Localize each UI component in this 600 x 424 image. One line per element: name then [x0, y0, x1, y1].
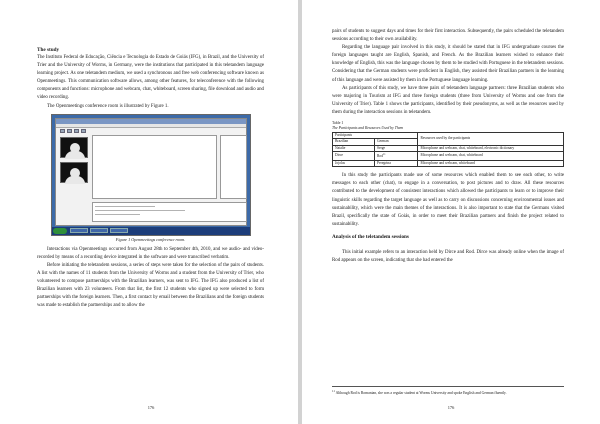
openmeetings-screenshot-image	[51, 114, 251, 236]
paragraph: Interactions via Openmeetings occurred from August 28th to September 4th, 2010, and we audio- and video-recorded by means of a recording device integrated in the software and were transcribed verbatim.	[37, 246, 264, 260]
chat-panel	[92, 202, 247, 222]
taskbar-item	[110, 228, 128, 233]
figure-openmeetings-screenshot	[51, 114, 251, 236]
toolbar-icon	[74, 129, 79, 133]
participants-table-block	[332, 121, 564, 167]
toolbar-icon	[81, 129, 86, 133]
table-cell: Dirce	[333, 152, 375, 161]
whiteboard-area	[92, 135, 217, 199]
footnote-mark: 11	[332, 389, 335, 393]
start-button	[53, 228, 67, 234]
table-cell: Jojolas	[333, 160, 375, 166]
page-number: 176	[447, 405, 455, 410]
taskbar-item	[90, 228, 108, 233]
table-header-cell: Brazilian	[333, 139, 375, 145]
footnote	[332, 386, 564, 396]
paragraph: As participants of this study, we have three pairs of teletandem language partners: three Brazilian students who were majoring in Tourism at IFG and three foreign students (three from University of Worms and one from the University of Trier). Table 1 shows the participants, identified by their pseudonyms, as well as the resources used by them during the interaction sessions in teletandem.	[332, 85, 564, 115]
paragraph: Before initiating the teletandem sessions, a series of steps were taken for the selection of the pairs of students. A list with the names of 11 students from the University of Worms and a student from the University of Trier, who volunteered to compose partnerships with the Brazilian learners, was sent to IFG. The IFG also produced a list of Brazilian learners with 23 volunteers. From that list, the first 12 students who signed up were selected to form partnerships with the foreign learners. Then, a first contact by email between the Brazilians and the foreign students was made to establish the partnerships and to allow the	[37, 262, 264, 309]
table-header-cell: Participants	[333, 133, 418, 139]
webcam-video-1	[60, 137, 88, 158]
table-row	[333, 152, 564, 161]
table-label: Table 1	[332, 121, 344, 126]
table-cell: Microphone and webcam, chat, whiteboard, electronic dictionary	[418, 145, 564, 151]
paragraph: The Instituto Federal de Educação, Ciência e Tecnologia do Estado de Goiás (IFG), in Brazil, and the University of Trier and the University of Worms, in Germany, were the institutions that participated in this teletandem language learning project. As one teletandem medium, we used a synchronous and free web conferencing software known as Openmeetings. This communication software allows, among other features, for teleconference with the following components and functions: microphone and webcam, chat, whiteboard, screen sharing, file download and audio and video recording.	[37, 55, 264, 101]
paragraph: pairs of students to suggest days and times for their first interaction. Subsequently, the pairs scheduled the teletandem sessions according to their own availability.	[332, 29, 564, 43]
table-cell: Rod$^{11}$	[375, 152, 418, 161]
table-cell: Serge	[375, 145, 418, 151]
paragraph: In this study the participants made use of some resources which enabled them to see each other, to write messages to each other (chat), to engage in a conversation, to post pictures and to draw. All these resources contributed to the development of consistent interactions which allowed the participants to learn or to improve their linguistic skills regarding the target language as well as to carry on discussions concerning environmental issues and sustainability, which were the main themes of the interactions. It is also important to state that the Germans visited Brazil, specifically the state of Goiás, in order to meet their Brazilian partners and finish the project related to sustainability.	[332, 173, 564, 227]
table-cell: Natalie	[333, 145, 375, 151]
table-cell: Microphone and webcam, whiteboard	[418, 160, 564, 166]
right-page	[302, 0, 600, 424]
table-title: The Participants and Resources Used by Them	[332, 126, 404, 131]
figure-caption: Figure 1 Openmeetings conference room.	[115, 236, 186, 242]
left-page-content	[37, 46, 264, 310]
table-cell: Microphone and webcam, chat, whiteboard	[418, 152, 564, 161]
table-cell: Peregrina	[375, 160, 418, 166]
table-header-cell: German	[375, 139, 418, 145]
left-page	[0, 0, 298, 424]
user-list-panel	[220, 135, 247, 199]
desktop-taskbar	[52, 227, 250, 235]
webcam-video-2	[60, 162, 88, 183]
window-menubar	[56, 124, 246, 128]
table-row	[333, 160, 564, 166]
table-header-cell: Resources used by the participants	[418, 133, 564, 146]
application-window	[55, 118, 247, 226]
section-heading-analysis: Analysis of the teletandem sessions	[332, 233, 409, 240]
toolbar-icon	[60, 129, 65, 133]
paragraph: The Openmeetings conference room is illustrated by Figure 1.	[47, 103, 169, 109]
page-number: 176	[147, 405, 155, 410]
participants-table	[332, 132, 564, 167]
section-heading-study: The study	[37, 47, 60, 53]
right-page-content	[332, 28, 564, 265]
taskbar-item	[70, 228, 88, 233]
footnote-text: Although Rod is Romanian, she was a regular student at Worms University and spoke English and German fluently.	[335, 391, 507, 396]
toolbar-icon	[67, 129, 72, 133]
paragraph: Regarding the language pair involved in this study, it should be stated that in IFG undergraduate courses the foreign languages taught are English, Spanish, and French. As the Brazilian learners wished to enhance their knowledge of English, this was the language chosen by them to be studied with Portuguese in the teletandem sessions. Considering that the German students were proficient in English, they assisted their Brazilian partners in the learning of this language and were assisted by them in the Portuguese language learning.	[332, 45, 564, 83]
paragraph: This initial example refers to an interaction held by Dirce and Rod. Dirce was already online when the image of Rod appears on the screen, indicating that she had entered the	[332, 249, 564, 263]
